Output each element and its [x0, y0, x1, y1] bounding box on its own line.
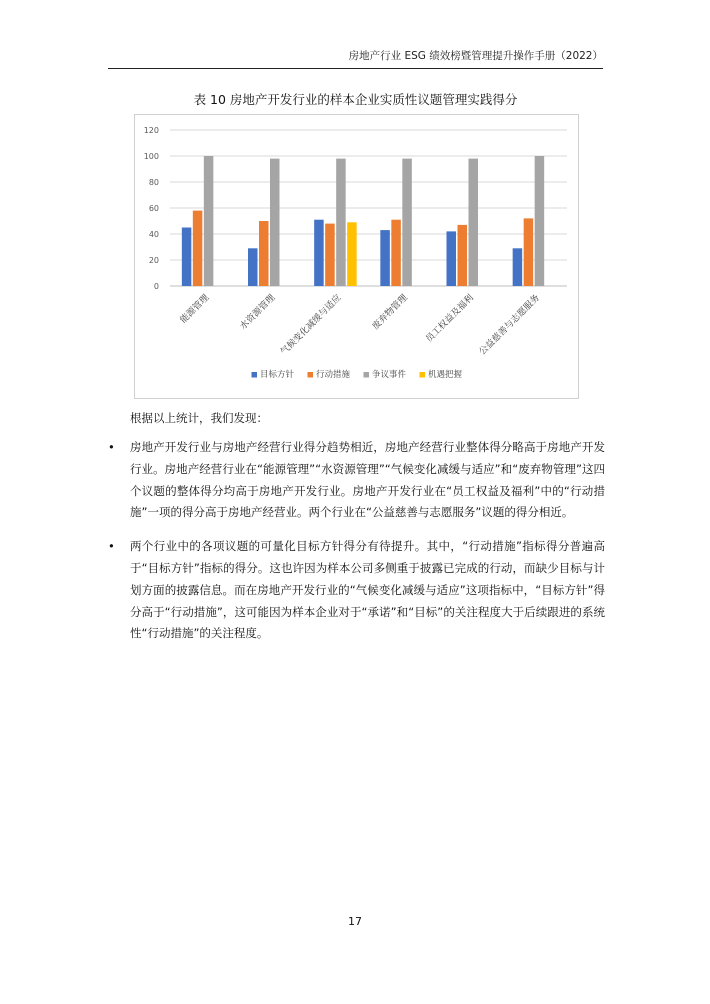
bar — [259, 221, 269, 286]
legend-swatch — [308, 372, 314, 378]
bar — [513, 248, 523, 286]
legend-label: 机遇把握 — [428, 370, 463, 380]
bar — [193, 211, 203, 286]
bullet-icon: • — [108, 539, 115, 554]
y-tick-label: 60 — [148, 204, 159, 213]
bar — [380, 230, 390, 286]
bar — [447, 231, 457, 286]
bar — [182, 228, 192, 287]
bar — [314, 220, 324, 286]
running-header: 房地产行业 ESG 绩效榜暨管理提升操作手册（2022） — [348, 50, 603, 62]
bar — [204, 156, 214, 286]
bar — [347, 222, 357, 286]
list-item — [108, 437, 605, 524]
bar — [391, 220, 401, 286]
y-tick-label: 120 — [143, 126, 159, 135]
bar — [524, 218, 534, 286]
bar-chart — [135, 115, 578, 398]
bar — [458, 225, 468, 286]
bullet-icon: • — [108, 440, 115, 454]
intro-text: 根据以上统计，我们发现： — [130, 411, 268, 425]
page-number: 17 — [348, 915, 362, 928]
bar — [535, 156, 545, 286]
y-tick-label: 40 — [148, 230, 159, 239]
list-item — [108, 536, 605, 645]
legend-swatch — [364, 372, 370, 378]
x-tick-label: 废弃物管理 — [370, 293, 410, 332]
bar — [325, 224, 335, 286]
chart-frame — [134, 114, 579, 399]
legend-label: 争议事件 — [372, 370, 407, 380]
bar — [402, 159, 412, 286]
bar — [270, 159, 280, 286]
header-rule — [108, 68, 603, 69]
x-tick-label: 水资源管理 — [238, 293, 278, 332]
y-tick-label: 100 — [143, 152, 159, 161]
x-tick-label: 员工权益及福利 — [424, 293, 476, 345]
legend-swatch — [420, 372, 426, 378]
bar — [336, 159, 346, 286]
y-tick-label: 0 — [153, 282, 159, 291]
legend-label: 目标方针 — [260, 370, 295, 380]
bar — [248, 248, 258, 286]
bar — [469, 159, 479, 286]
x-tick-label: 气候变化减缓与适应 — [279, 293, 344, 358]
figure-caption: 表 10 房地产开发行业的样本企业实质性议题管理实践得分 — [193, 92, 518, 107]
x-tick-label: 能源管理 — [178, 293, 212, 326]
findings-list — [108, 437, 605, 657]
finding-text: 两个行业中的各项议题的可量化目标方针得分有待提升。其中，“行动措施”指标得分普遍高于“目标方针”指标的得分。这也许因为样本公司多侧重于披露已完成的行动，而缺少目标与计划方面的披露信息。而在房地产开发行业的“气候变化减缓与适应”这项指标中，“目标方针”得分高于“行动措施”，这可能因为样本企业对于“承诺”和“目标”的关注程度大于后续跟进的系统性“行动措施”的关注程度。 — [130, 539, 605, 641]
finding-text: 房地产开发行业与房地产经营行业得分趋势相近，房地产经营行业整体得分略高于房地产开发行业。房地产经营行业在“能源管理”“水资源管理”“气候变化减缓与适应”和“废弃物管理”这四个议题的整体得分均高于房地产开发行业。房地产开发行业在“员工权益及福利”中的“行动措施”一项的得分高于房地产经营业。两个行业在“公益慈善与志愿服务”议题的得分相近。 — [130, 440, 605, 520]
x-tick-label: 公益慈善与志愿服务 — [477, 293, 543, 358]
y-tick-label: 20 — [148, 256, 159, 265]
y-tick-label: 80 — [148, 178, 159, 187]
legend-swatch — [252, 372, 258, 378]
legend-label: 行动措施 — [316, 370, 351, 380]
